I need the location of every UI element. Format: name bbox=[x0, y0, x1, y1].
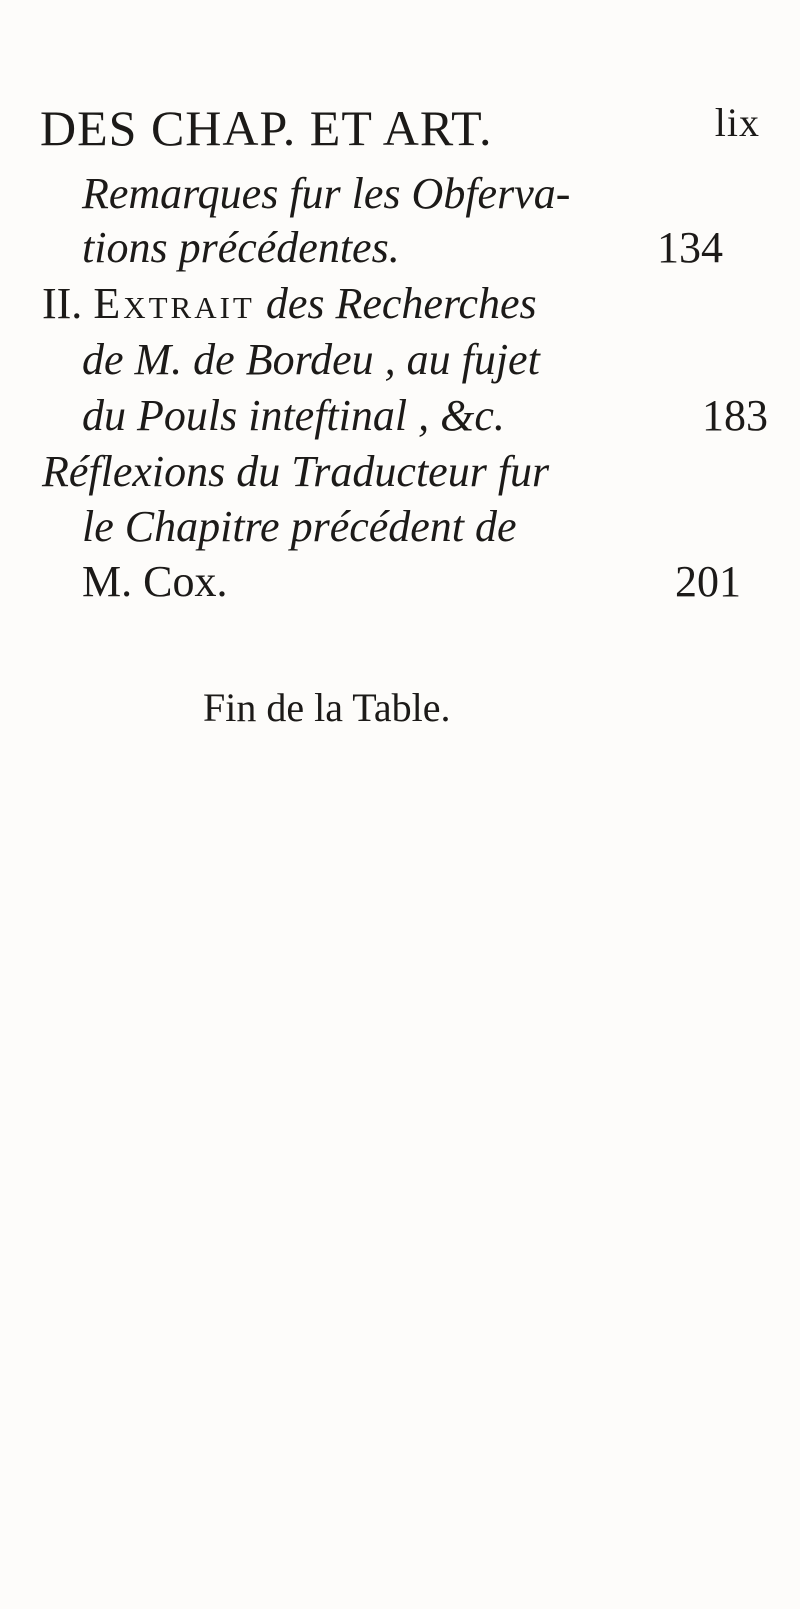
toc-entry-3-text-end: M. Cox. bbox=[82, 557, 228, 606]
end-of-table-text: Fin de la Table. bbox=[203, 685, 451, 730]
toc-entry-1-line-1: Remarques fur les Obferva- bbox=[82, 169, 571, 218]
toc-entry-1-line-2 bbox=[82, 223, 723, 272]
toc-entry-2-text-end: du Pouls inteftinal , &c. bbox=[82, 391, 505, 440]
toc-entry-2-text: des Recherches bbox=[265, 279, 537, 328]
toc-entry-1-text: tions précédentes. bbox=[82, 223, 400, 272]
toc-entry-3-line-2: le Chapitre précédent de bbox=[82, 502, 517, 551]
toc-entry-2-line-2: de M. de Bordeu , au fujet bbox=[82, 335, 540, 384]
toc-entry-2-line-1 bbox=[42, 279, 537, 328]
toc-entry-3-line-1: Réflexions du Traducteur fur bbox=[42, 447, 550, 496]
toc-entry-2-page: 183 bbox=[702, 391, 768, 440]
toc-entry-2-line-3 bbox=[82, 391, 768, 440]
toc-entry-2-number: II. bbox=[42, 279, 83, 328]
toc-entry-3-line-3 bbox=[82, 557, 741, 606]
toc-entry-3-page: 201 bbox=[675, 557, 741, 606]
running-title: DES CHAP. ET ART. bbox=[40, 100, 493, 156]
toc-entry-1-page: 134 bbox=[657, 223, 723, 272]
page-folio: lix bbox=[714, 100, 760, 145]
toc-entry-2-label: Extrait bbox=[93, 279, 255, 328]
running-header bbox=[40, 100, 760, 156]
